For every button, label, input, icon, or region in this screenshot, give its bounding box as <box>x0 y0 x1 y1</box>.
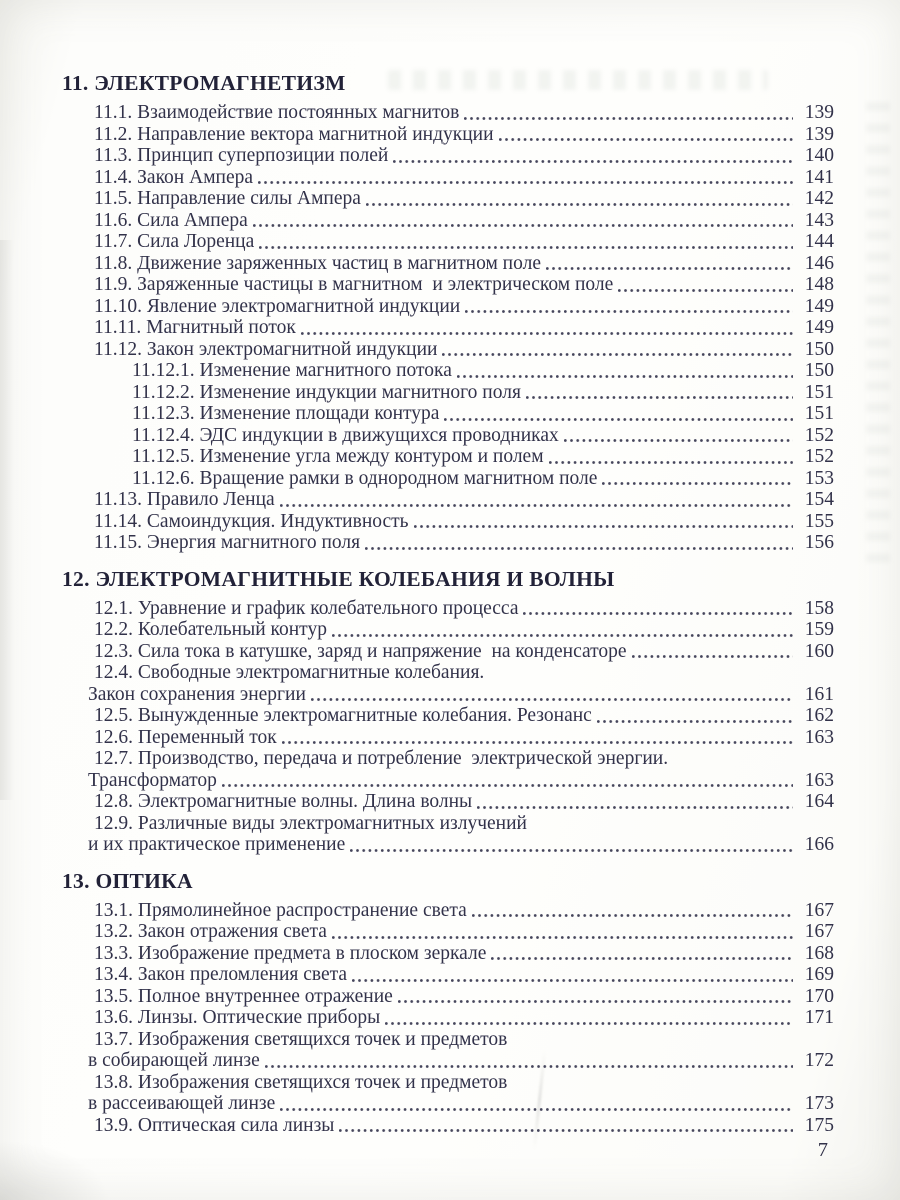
entry-page-number: 162 <box>804 705 834 726</box>
entry-page-number: 148 <box>804 274 834 295</box>
toc-entry <box>94 619 834 641</box>
toc-entry <box>94 1007 834 1029</box>
dot-leader <box>366 203 793 206</box>
dot-leader <box>280 1108 793 1111</box>
entry-title: 13.3. Изображение предмета в плоском зеркале <box>94 942 487 964</box>
entry-title: 12.4. Свободные электромагнитные колебания. <box>94 662 485 683</box>
toc-entry <box>94 705 834 727</box>
toc-entry <box>88 684 834 706</box>
entry-title: в собирающей линзе <box>88 1050 260 1071</box>
toc-section <box>62 567 834 856</box>
dot-leader <box>311 698 793 701</box>
toc-section <box>62 869 834 1137</box>
section-heading: 11. ЭЛЕКТРОМАГНЕТИЗМ <box>62 71 346 95</box>
dot-leader <box>602 482 793 485</box>
entry-title: 12.7. Производство, передача и потребление электрической энергии. <box>94 748 669 769</box>
toc-entry <box>88 834 834 856</box>
dot-leader <box>472 914 793 917</box>
dot-leader <box>465 310 793 313</box>
entry-title: 13.2. Закон отражения света <box>94 921 327 942</box>
section-heading: 13. ОПТИКА <box>62 868 193 893</box>
entry-title: 11.14. Самоиндукция. Индуктивность <box>94 510 409 532</box>
dot-leader <box>414 525 793 528</box>
toc-entry <box>132 382 834 404</box>
toc-entry <box>94 145 834 167</box>
toc-entry <box>94 791 834 813</box>
entry-title: 12.1. Уравнение и график колебательного процесса <box>94 597 519 619</box>
dot-leader <box>265 1065 793 1068</box>
entry-page-number: 146 <box>804 252 834 274</box>
dot-leader <box>442 353 793 356</box>
entry-title: 11.3. Принцип суперпозиции полей <box>94 145 389 166</box>
entry-title: 12.8. Электромагнитные волны. Длина волны <box>94 791 473 812</box>
toc-entry <box>94 511 834 533</box>
entry-page-number: 151 <box>804 403 834 424</box>
entry-page-number: 166 <box>804 834 834 855</box>
toc-entry <box>94 274 834 296</box>
entry-page-number: 152 <box>804 446 834 467</box>
entry-title: 11.1. Взаимодействие постоянных магнитов <box>94 102 460 123</box>
entry-page-number: 168 <box>804 942 834 964</box>
dot-leader <box>280 504 793 507</box>
entry-page-number: 141 <box>804 166 834 188</box>
dot-leader <box>301 332 793 335</box>
dot-leader <box>282 741 793 744</box>
toc-entry <box>132 425 834 447</box>
dot-leader <box>477 806 793 809</box>
entry-page-number: 158 <box>804 597 834 619</box>
toc-entry <box>94 167 834 189</box>
entry-page-number: 159 <box>804 619 834 640</box>
dot-leader <box>350 849 793 852</box>
entry-title: 11.12.5. Изменение угла между контуром и полем <box>132 446 544 467</box>
entry-title: 13.6. Линзы. Оптические приборы <box>94 1007 381 1028</box>
entry-title: 11.13. Правило Ленца <box>94 489 275 510</box>
toc-entry <box>94 210 834 232</box>
entry-title: 13.9. Оптическая сила линзы <box>94 1114 335 1136</box>
toc-entry <box>94 921 834 943</box>
toc-entry <box>94 813 834 835</box>
toc-entry <box>88 1093 834 1115</box>
dot-leader <box>632 655 793 658</box>
dot-leader <box>457 375 793 378</box>
entry-page-number: 139 <box>804 123 834 145</box>
entry-page-number: 151 <box>804 381 834 403</box>
dot-leader <box>564 439 793 442</box>
toc-entry <box>94 943 834 965</box>
page-number-footer: 7 <box>817 1139 828 1161</box>
dot-leader <box>464 117 793 120</box>
entry-title: 13.1. Прямолинейное распространение света <box>94 899 467 921</box>
entry-title: 12.5. Вынужденные электромагнитные колебания. Резонанс <box>94 705 592 726</box>
entry-page-number: 143 <box>804 209 834 231</box>
toc-entry <box>132 360 834 382</box>
toc-entry <box>94 102 834 124</box>
entry-page-number: 144 <box>804 231 834 252</box>
entry-page-number: 171 <box>804 1007 834 1028</box>
entry-title: 12.9. Различные виды электромагнитных излучений <box>94 812 527 834</box>
entry-title: 11.5. Направление силы Ампера <box>94 188 361 209</box>
table-of-contents <box>62 71 834 1136</box>
toc-entry <box>94 317 834 339</box>
dot-leader <box>491 957 793 960</box>
entry-title: Трансформатор <box>88 769 217 791</box>
entry-title: 11.12.2. Изменение индукции магнитного поля <box>132 381 521 403</box>
toc-entry <box>94 1072 834 1094</box>
entry-title: 12.2. Колебательный контур <box>94 619 327 640</box>
dot-leader <box>352 979 793 982</box>
toc-entry <box>94 339 834 361</box>
entry-title: 11.10. Явление электромагнитной индукции <box>94 295 461 317</box>
entry-page-number: 164 <box>804 791 834 812</box>
dot-leader <box>526 396 793 399</box>
dot-leader <box>259 246 793 249</box>
entry-title: Закон сохранения энергии <box>88 683 306 705</box>
entry-title: 11.4. Закон Ампера <box>94 166 254 188</box>
entry-title: 12.6. Переменный ток <box>94 726 277 748</box>
section-heading: 12. ЭЛЕКТРОМАГНИТНЫЕ КОЛЕБАНИЯ И ВОЛНЫ <box>62 566 615 591</box>
toc-entry <box>94 986 834 1008</box>
entry-page-number: 167 <box>804 899 834 921</box>
entry-title: 13.4. Закон преломления света <box>94 964 348 985</box>
entry-title: 11.8. Движение заряженных частиц в магнитном поле <box>94 252 541 274</box>
dot-leader <box>339 1129 793 1132</box>
dot-leader <box>523 612 793 615</box>
dot-leader <box>393 160 793 163</box>
entry-page-number: 173 <box>804 1093 834 1114</box>
entry-page-number: 142 <box>804 188 834 209</box>
entry-page-number: 163 <box>804 769 834 791</box>
toc-section <box>62 71 834 554</box>
entry-title: 11.12. Закон электромагнитной индукции <box>94 338 438 360</box>
entry-title: 11.15. Энергия магнитного поля <box>94 532 361 553</box>
toc-entry <box>94 641 834 663</box>
entry-page-number: 169 <box>804 964 834 985</box>
entry-title: 11.12.1. Изменение магнитного потока <box>132 360 452 381</box>
dot-leader <box>499 138 793 141</box>
toc-entry <box>88 770 834 792</box>
toc-entry <box>94 253 834 275</box>
show-through-artifact <box>866 102 890 572</box>
dot-leader <box>549 461 793 464</box>
entry-title: 11.12.3. Изменение площади контура <box>132 403 440 424</box>
dot-leader <box>444 418 793 421</box>
entry-title: в рассеивающей линзе <box>88 1093 276 1114</box>
dot-leader <box>398 1000 793 1003</box>
toc-entry <box>94 598 834 620</box>
entry-title: 11.7. Сила Лоренца <box>94 231 255 252</box>
entry-page-number: 139 <box>804 102 834 123</box>
entry-title: 13.8. Изображения светящихся точек и предметов <box>94 1071 508 1093</box>
entry-page-number: 152 <box>804 424 834 446</box>
entry-page-number: 150 <box>804 360 834 381</box>
dot-leader <box>365 547 793 550</box>
entry-page-number: 170 <box>804 985 834 1007</box>
entry-page-number: 140 <box>804 145 834 166</box>
toc-entry <box>94 727 834 749</box>
dot-leader <box>253 224 793 227</box>
entry-page-number: 167 <box>804 921 834 942</box>
toc-entry <box>94 662 834 684</box>
entry-page-number: 163 <box>804 726 834 748</box>
entry-page-number: 149 <box>804 295 834 317</box>
toc-entry <box>94 748 834 770</box>
dot-leader <box>332 936 793 939</box>
dot-leader <box>222 784 793 787</box>
entry-title: 11.12.6. Вращение рамки в однородном магнитном поле <box>132 467 598 489</box>
toc-entry <box>94 231 834 253</box>
entry-page-number: 156 <box>804 532 834 553</box>
entry-title: 13.7. Изображения светящихся точек и предметов <box>94 1028 508 1050</box>
toc-entry <box>132 446 834 468</box>
entry-title: 11.9. Заряженные частицы в магнитном и электрическом поле <box>94 274 614 295</box>
toc-entry <box>94 1029 834 1051</box>
dot-leader <box>597 720 793 723</box>
toc-entry <box>132 403 834 425</box>
entry-title: и их практическое применение <box>88 834 346 855</box>
toc-entry <box>94 489 834 511</box>
scan-smudge <box>0 240 14 800</box>
dot-leader <box>258 181 793 184</box>
toc-entry <box>94 296 834 318</box>
entry-title: 13.5. Полное внутреннее отражение <box>94 985 393 1007</box>
dot-leader <box>618 289 793 292</box>
entry-title: 12.3. Сила тока в катушке, заряд и напряжение на конденсаторе <box>94 640 627 662</box>
toc-entry <box>94 124 834 146</box>
entry-page-number: 172 <box>804 1050 834 1071</box>
dot-leader <box>546 267 793 270</box>
entry-page-number: 153 <box>804 467 834 489</box>
entry-title: 11.11. Магнитный поток <box>94 317 296 338</box>
toc-entry <box>132 468 834 490</box>
entry-page-number: 155 <box>804 510 834 532</box>
toc-entry <box>94 964 834 986</box>
entry-page-number: 149 <box>804 317 834 338</box>
toc-entry <box>94 1115 834 1137</box>
entry-title: 11.12.4. ЭДС индукции в движущихся проводниках <box>132 424 559 446</box>
toc-entry <box>94 532 834 554</box>
entry-title: 11.6. Сила Ампера <box>94 209 248 231</box>
entry-page-number: 160 <box>804 640 834 662</box>
toc-entry <box>94 900 834 922</box>
toc-entry <box>88 1050 834 1072</box>
dot-leader <box>385 1022 793 1025</box>
entry-page-number: 150 <box>804 338 834 360</box>
toc-entry <box>94 188 834 210</box>
entry-page-number: 161 <box>804 683 834 705</box>
entry-title: 11.2. Направление вектора магнитной индукции <box>94 123 494 145</box>
dot-leader <box>332 634 793 637</box>
entry-page-number: 175 <box>804 1114 834 1136</box>
entry-page-number: 154 <box>804 489 834 510</box>
scan-smudge <box>0 1140 110 1200</box>
